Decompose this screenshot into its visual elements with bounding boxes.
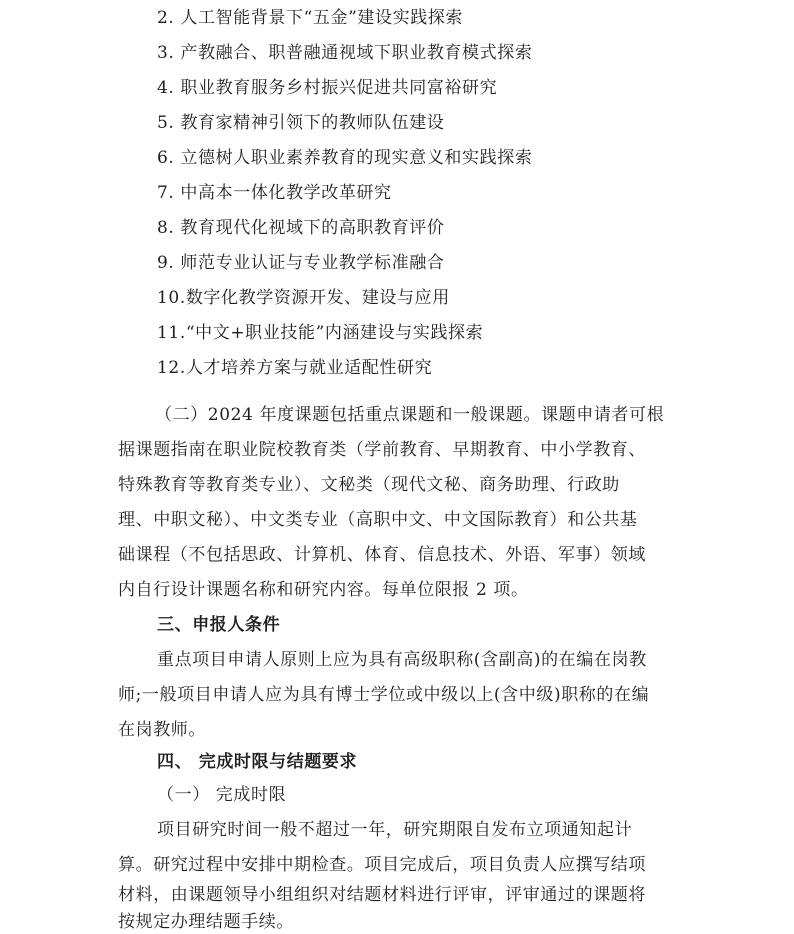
topic-item: 4. 职业教育服务乡村振兴促进共同富裕研究 bbox=[157, 78, 498, 98]
paragraph-line: 理、中职文秘）、中文类专业（高职中文、中文国际教育）和公共基 bbox=[118, 510, 638, 530]
topic-item: 3. 产教融合、职普融通视域下职业教育模式探索 bbox=[157, 43, 533, 63]
paragraph-line: 在岗教师。 bbox=[118, 720, 206, 740]
paragraph-line: 按规定办理结题手续。 bbox=[118, 912, 294, 932]
paragraph-line: （二）2024 年度课题包括重点课题和一般课题。课题申请者可根 bbox=[155, 405, 665, 425]
paragraph-line: 特殊教育等教育类专业）、文秘类（现代文秘、商务助理、行政助 bbox=[118, 475, 620, 495]
topic-item: 10.数字化教学资源开发、建设与应用 bbox=[157, 288, 450, 308]
section-heading: 三、申报人条件 bbox=[157, 615, 281, 635]
topic-item: 6. 立德树人职业素养教育的现实意义和实践探索 bbox=[157, 148, 533, 168]
topic-item: 12.人才培养方案与就业适配性研究 bbox=[157, 358, 433, 378]
paragraph-line: 内自行设计课题名称和研究内容。每单位限报 2 项。 bbox=[118, 580, 529, 600]
paragraph-line: 项目研究时间一般不超过一年，研究期限自发布立项通知起计 bbox=[157, 820, 633, 840]
topic-item: 11.“中文+职业技能”内涵建设与实践探索 bbox=[157, 323, 484, 343]
section-heading: 四、 完成时限与结题要求 bbox=[157, 752, 358, 772]
paragraph-line: 材料，由课题领导小组组织对结题材料进行评审，评审通过的课题将 bbox=[118, 885, 646, 905]
paragraph-line: 重点项目申请人原则上应为具有高级职称(含副高)的在编在岗教 bbox=[157, 650, 647, 670]
paragraph-line: 础课程（不包括思政、计算机、体育、信息技术、外语、军事）领域 bbox=[118, 545, 646, 565]
topic-item: 2. 人工智能背景下“五金”建设实践探索 bbox=[157, 8, 464, 28]
subsection-heading: （一） 完成时限 bbox=[157, 785, 287, 805]
paragraph-line: 师;一般项目申请人应为具有博士学位或中级以上(含中级)职称的在编 bbox=[118, 685, 650, 705]
paragraph-line: 据课题指南在职业院校教育类（学前教育、早期教育、中小学教育、 bbox=[118, 440, 646, 460]
topic-item: 9. 师范专业认证与专业教学标准融合 bbox=[157, 253, 445, 273]
topic-item: 8. 教育现代化视域下的高职教育评价 bbox=[157, 218, 445, 238]
topic-item: 5. 教育家精神引领下的教师队伍建设 bbox=[157, 113, 445, 133]
topic-item: 7. 中高本一体化教学改革研究 bbox=[157, 183, 392, 203]
paragraph-line: 算。研究过程中安排中期检查。项目完成后，项目负责人应撰写结项 bbox=[118, 855, 646, 875]
